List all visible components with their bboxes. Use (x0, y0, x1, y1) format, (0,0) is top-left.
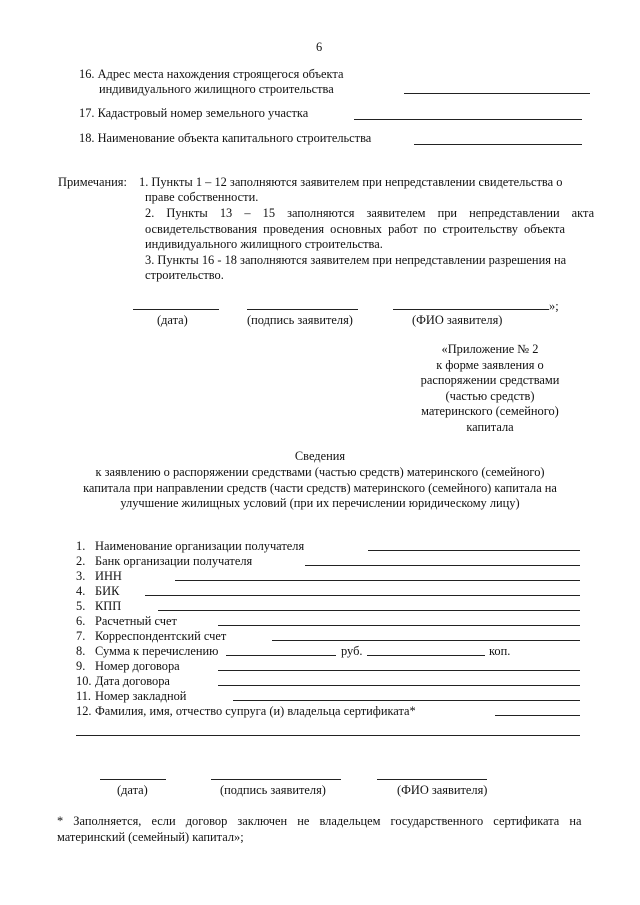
field-3-number: 3. (76, 569, 86, 583)
field-6-label: Расчетный счет (95, 614, 177, 628)
field-7-number: 7. (76, 629, 86, 643)
field-4-input-line[interactable] (145, 595, 580, 596)
field-9-input-line[interactable] (218, 670, 580, 671)
section-title: Сведения (294, 449, 346, 463)
item-18-input-line[interactable] (414, 144, 582, 145)
field-6-input-line[interactable] (218, 625, 580, 626)
field-8-rub-input-line[interactable] (226, 655, 336, 656)
section-subtitle-line1: к заявлению о распоряжении средствами (частью средств) материнского (семейного) (95, 465, 545, 479)
item-17-input-line[interactable] (354, 119, 582, 120)
field-8-number: 8. (76, 644, 86, 658)
field-6-number: 6. (76, 614, 86, 628)
sig1-closing-quote: »; (549, 299, 559, 313)
field-12-number: 12. (76, 704, 92, 718)
footnote-line1: * Заполняется, если договор заключен не владельцем государственного сертификата на (57, 814, 582, 828)
appendix-line: к форме заявления о (436, 357, 544, 372)
sig1-name-line[interactable] (393, 309, 549, 310)
field-10-number: 10. (76, 674, 92, 688)
item-16-label-line2: индивидуального жилищного строительства (99, 82, 334, 96)
appendix-line: материнского (семейного) (421, 404, 559, 418)
item-18-label: 18. Наименование объекта капитального строительства (79, 131, 372, 145)
field-3-input-line[interactable] (175, 580, 580, 581)
field-10-label: Дата договора (95, 674, 170, 688)
item-16-input-line[interactable] (404, 93, 590, 94)
field-7-input-line[interactable] (272, 640, 580, 641)
notes-heading: Примечания: (58, 175, 127, 189)
field-10-input-line[interactable] (218, 685, 580, 686)
sig2-signature-line[interactable] (211, 779, 341, 780)
field-11-label: Номер закладной (95, 689, 187, 703)
field-12-label: Фамилия, имя, отчество супруга (и) владельца сертификата* (95, 704, 416, 718)
field-5-input-line[interactable] (158, 610, 580, 611)
note-2-line1: 2. Пункты 13 – 15 заполняются заявителем при непредставлении акта (145, 206, 595, 220)
field-1-label: Наименование организации получателя (95, 539, 305, 553)
field-2-number: 2. (76, 554, 86, 568)
field-4-label: БИК (95, 584, 120, 598)
field-8-kop-input-line[interactable] (367, 655, 485, 656)
sig2-signature-label: (подпись заявителя) (220, 783, 326, 797)
field-1-number: 1. (76, 539, 86, 553)
note-1-line1: 1. Пункты 1 – 12 заполняются заявителем при непредставлении свидетельства о (139, 175, 563, 189)
note-3-line1: 3. Пункты 16 - 18 заполняются заявителем при непредставлении разрешения на (145, 253, 567, 267)
sig2-name-label: (ФИО заявителя) (397, 783, 488, 797)
field-8-label: Сумма к перечислению (95, 644, 219, 658)
appendix-line: капитала (466, 419, 514, 434)
page-number: 6 (316, 40, 323, 54)
field-8-rub-label: руб. (341, 644, 363, 658)
appendix-header (400, 342, 580, 435)
appendix-line: «Приложение № 2 (441, 342, 539, 356)
field-12-input-line-continuation[interactable] (76, 735, 580, 736)
sig1-date-line[interactable] (133, 309, 219, 310)
sig2-name-line[interactable] (377, 779, 487, 780)
sig1-date-label: (дата) (157, 313, 188, 327)
sig1-signature-line[interactable] (247, 309, 358, 310)
field-5-number: 5. (76, 599, 86, 613)
footnote-line2: материнский (семейный) капитал»; (57, 830, 244, 844)
note-1-line2: праве собственности. (145, 190, 259, 204)
field-7-label: Корреспондентский счет (95, 629, 227, 643)
field-9-number: 9. (76, 659, 86, 673)
field-11-input-line[interactable] (233, 700, 580, 701)
field-1-input-line[interactable] (368, 550, 580, 551)
field-2-input-line[interactable] (305, 565, 580, 566)
item-17-label: 17. Кадастровый номер земельного участка (79, 106, 309, 120)
section-subtitle-line2: капитала при направлении средств (части средств) материнского (семейного) капитала на (83, 481, 557, 495)
field-12-input-line[interactable] (495, 715, 580, 716)
field-4-number: 4. (76, 584, 86, 598)
field-2-label: Банк организации получателя (95, 554, 253, 568)
note-2-line2: освидетельствования проведения основных работ по строительству объекта (145, 222, 566, 236)
sig1-name-label: (ФИО заявителя) (412, 313, 503, 327)
appendix-line: распоряжении средствами (420, 373, 560, 387)
field-11-number: 11. (76, 689, 92, 703)
field-9-label: Номер договора (95, 659, 180, 673)
note-3-line2: строительство. (145, 268, 224, 282)
note-2-line3: индивидуального жилищного строительства. (145, 237, 383, 251)
field-5-label: КПП (95, 599, 122, 613)
field-3-label: ИНН (95, 569, 122, 583)
sig2-date-label: (дата) (117, 783, 148, 797)
item-16-label-line1: 16. Адрес места нахождения строящегося объекта (79, 67, 344, 81)
sig1-signature-label: (подпись заявителя) (247, 313, 353, 327)
appendix-line: (частью средств) (445, 388, 535, 403)
sig2-date-line[interactable] (100, 779, 166, 780)
field-8-kop-label: коп. (489, 644, 511, 658)
section-subtitle-line3: улучшение жилищных условий (при их перечислении юридическому лицу) (120, 496, 520, 510)
